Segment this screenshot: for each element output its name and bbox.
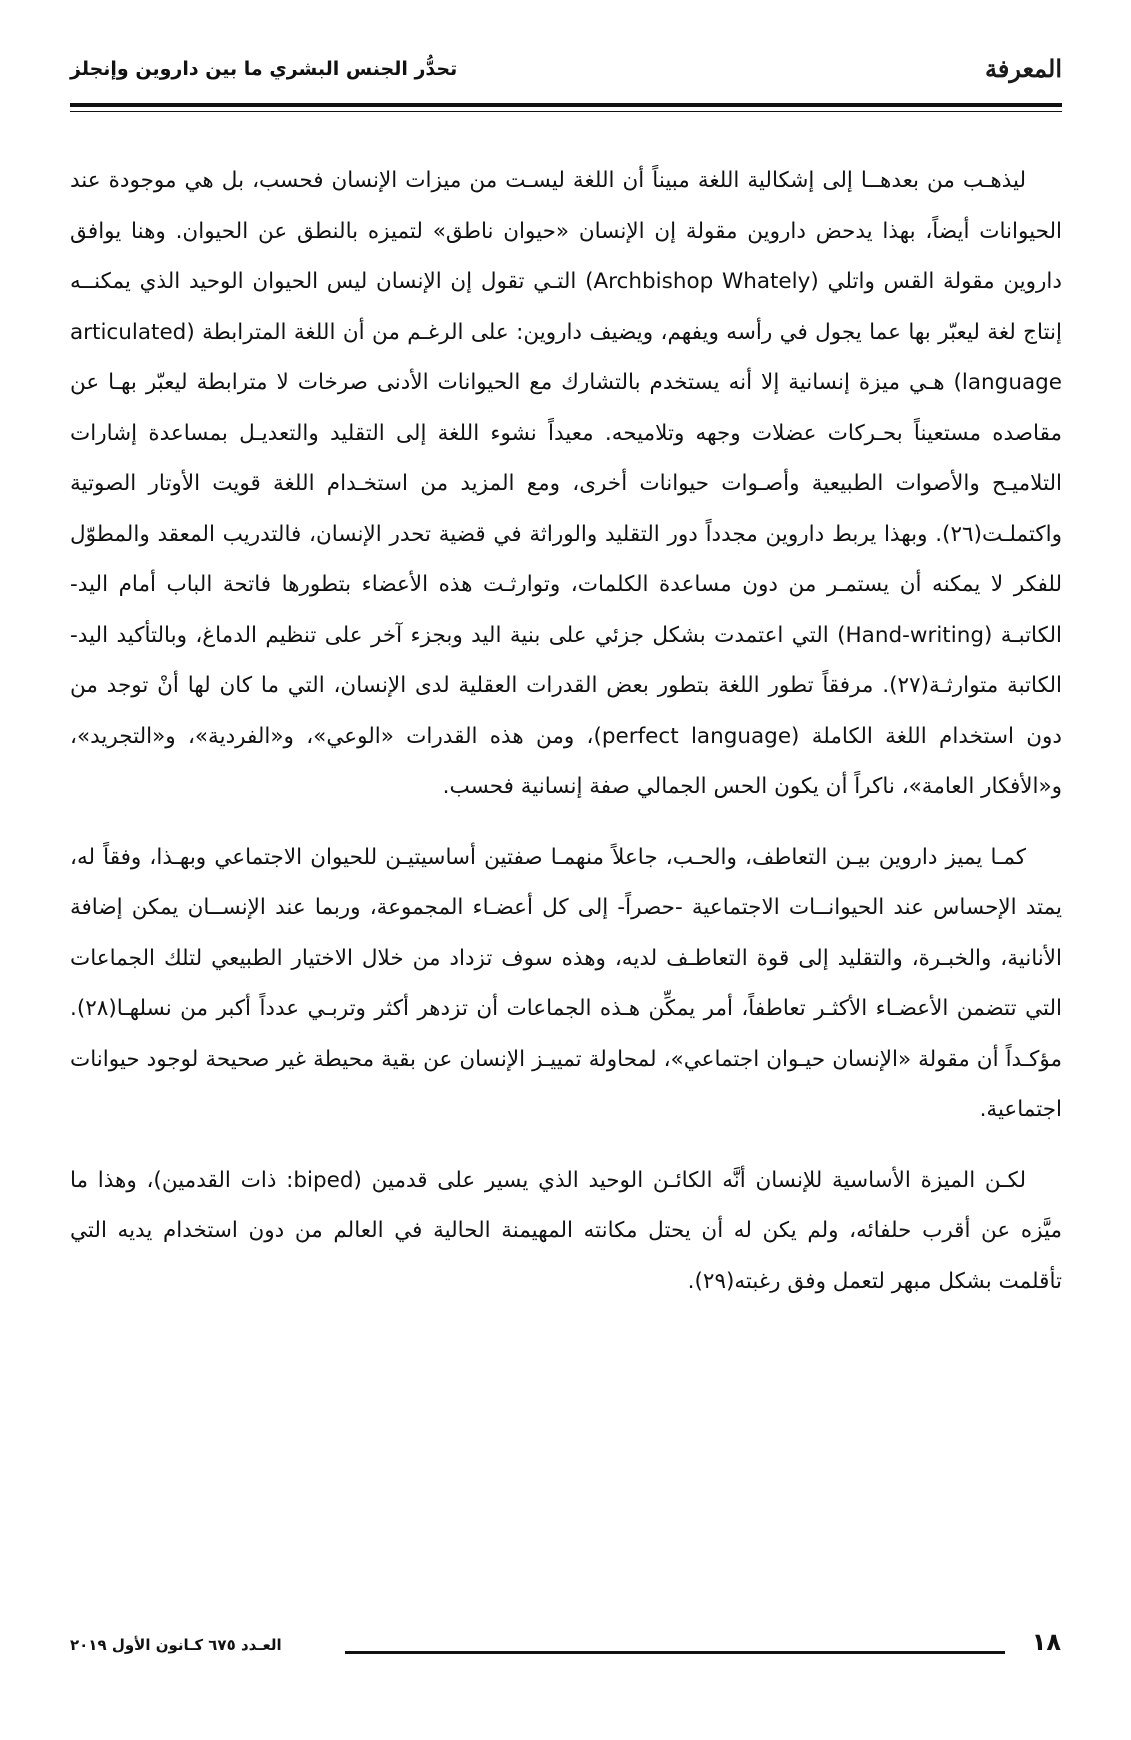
magazine-logo: المعرفة [984, 54, 1062, 83]
paragraph: كمـا يميز داروين بيـن التعاطف، والحـب، جاعلاً منهمـا صفتين أساسيتيـن للحيوان الاجتماعي وبهـذا، وفقاً له، يمتد الإحساس عند الحيوانــات الاجتماعية -حصراً- إلى كل أعضـاء المجموعة، وربما عند الإنســان يمكن إضافة الأنانية، والخبـرة، والتقليد إلى قوة التعاطـف لديه، وهذه سوف تزداد من خلال الاختيار الطبيعي لتلك الجماعات التي تتضمن الأعضـاء الأكثـر تعاطفاً، أمر يمكِّن هـذه الجماعات أن تزدهر أكثر وتربـي عدداً أكبر من نسلهـا(٢٨). مؤكـداً أن مقولة «الإنسان حيـوان اجتماعي»، لمحاولة تمييـز الإنسان عن بقية محيطة غير صحيحة لوجود حيوانات اجتماعية. [70, 844, 1062, 1122]
page-number: ١٨ [1031, 1628, 1061, 1656]
header-rule [70, 103, 1062, 107]
paragraph: ليذهـب من بعدهــا إلى إشكالية اللغة مبيناً أن اللغة ليسـت من ميزات الإنسان فحسب، بل هي موجودة عند الحيوانات أيضاً، بهذا يدحض داروين مقولة إن الإنسان «حيوان ناطق» لتميزه بالنطق عن الحيوان. وهنا يوافق داروين مقولة القس واتلي (Archbishop Whately) التـي تقول إن الإنسان ليس الحيوان الوحيد الذي يمكنــه إنتاج لغة ليعبّر بها عما يجول في رأسه ويفهم، ويضيف داروين: على الرغـم من أن اللغة المترابطة (articulated language) هـي ميزة إنسانية إلا أنه يستخدم بالتشارك مع الحيوانات الأدنى صرخات لا مترابطة ليعبّر بهـا عن مقاصده مستعيناً بحـركات عضلات وجهه وتلاميحه. معيداً نشوء اللغة إلى التقليد والتعديـل بمساعدة إشارات التلاميـح والأصوات الطبيعية وأصـوات حيوانات أخرى، ومع المزيد من استخـدام اللغة قويت الأوتار الصوتية واكتملـت(٢٦). وبهذا يربط داروين مجدداً دور التقليد والوراثة في قضية تحدر الإنسان، فالتدريب المعقد والمطوّل للفكر لا يمكنه أن يستمـر من دون مساعدة الكلمات، وتوارثـت هذه الأعضاء بتطورها فاتحة الباب أمام اليد-الكاتبـة (Hand-writing) التي اعتمدت بشكل جزئي على بنية اليد وبجزء آخر على تنظيم الدماغ، وبالتأكيد اليد-الكاتبة متوارثـة(٢٧). مرفقاً تطور اللغة بتطور بعض القدرات العقلية لدى الإنسان، التي ما كان لها أنْ توجد من دون استخدام اللغة الكاملة (perfect language)، ومن هذه القدرات «الوعي»، و«الفردية»، و«التجريد»، و«الأفكار العامة»، ناكراً أن يكون الحس الجمالي صفة إنسانية فحسب. [70, 168, 1063, 799]
header-rule-thin [70, 111, 1062, 112]
paragraph: لكـن الميزة الأساسية للإنسان أنَّه الكائـن الوحيد الذي يسير على قدمين (biped: ذات القدمين)، وهذا ما ميَّزه عن أقرب حلفائه، ولم يكن له أن يحتل مكانته المهيمنة الحالية في العالم من دون استخدام يديه التي تأقلمت بشكل مبهر لتعمل وفق رغبته(٢٩). [70, 1167, 1062, 1294]
article-body [70, 156, 1062, 1327]
page-header [70, 44, 1062, 96]
running-title: تحدُّر الجنس البشري ما بين داروين وإنجلز [70, 58, 458, 80]
issue-info: العـدد ٦٧٥ كـانون الأول ٢٠١٩ [70, 1636, 282, 1654]
footer-rule [345, 1651, 1005, 1654]
